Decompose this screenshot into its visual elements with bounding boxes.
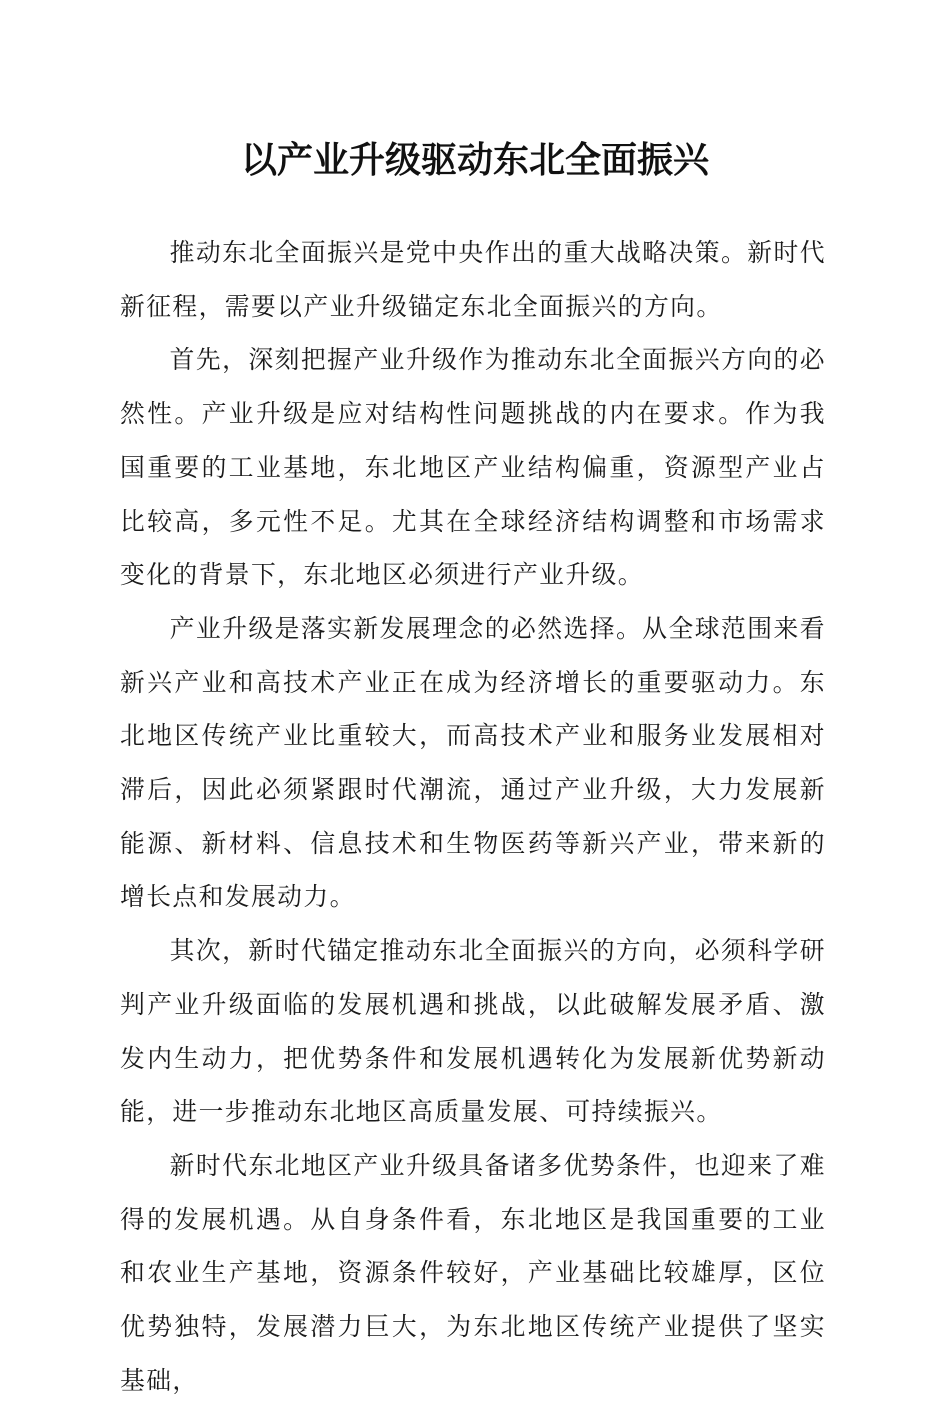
paragraph: 首先，深刻把握产业升级作为推动东北全面振兴方向的必然性。产业升级是应对结构性问题挑战的内在要求。作为我国重要的工业基地，东北地区产业结构偏重，资源型产业占比较高，多元性不足。尤其在全球经济结构调整和市场需求变化的背景下，东北地区必须进行产业升级。	[120, 345, 826, 590]
document-title: 以产业升级驱动东北全面振兴	[240, 139, 709, 181]
paragraph: 推动东北全面振兴是党中央作出的重大战略决策。新时代新征程，需要以产业升级锚定东北全面振兴的方向。	[120, 238, 826, 321]
document-body	[120, 226, 826, 1407]
paragraph: 其次，新时代锚定推动东北全面振兴的方向，必须科学研判产业升级面临的发展机遇和挑战，以此破解发展矛盾、激发内生动力，把优势条件和发展机遇转化为发展新优势新动能，进一步推动东北地区高质量发展、可持续振兴。	[120, 936, 826, 1127]
paragraph: 产业升级是落实新发展理念的必然选择。从全球范围来看新兴产业和高技术产业正在成为经济增长的重要驱动力。东北地区传统产业比重较大，而高技术产业和服务业发展相对滞后，因此必须紧跟时代潮流，通过产业升级，大力发展新能源、新材料、信息技术和生物医药等新兴产业，带来新的增长点和发展动力。	[120, 613, 826, 912]
paragraph: 新时代东北地区产业升级具备诸多优势条件，也迎来了难得的发展机遇。从自身条件看，东北地区是我国重要的工业和农业生产基地，资源条件较好，产业基础比较雄厚，区位优势独特，发展潜力巨大，为东北地区传统产业提供了坚实基础，	[120, 1150, 826, 1395]
